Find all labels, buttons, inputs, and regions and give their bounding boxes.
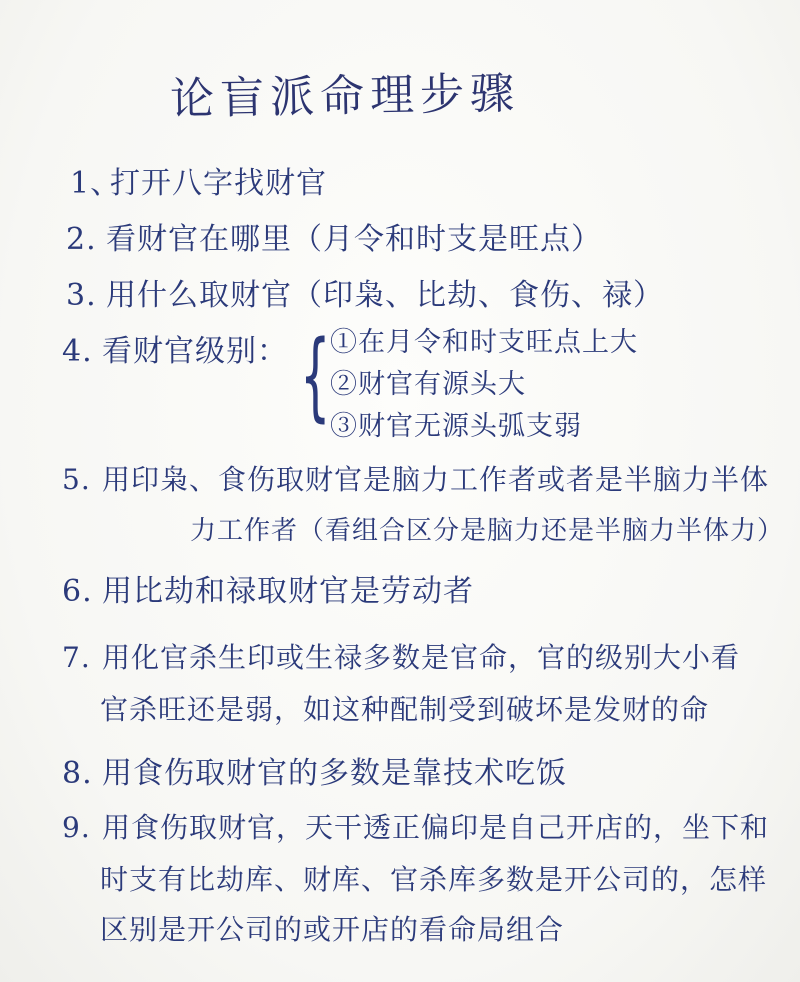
step-7-continued bbox=[100, 688, 709, 728]
step-number: 5. bbox=[62, 463, 91, 496]
step-2 bbox=[66, 214, 602, 258]
step-number: 2. bbox=[66, 222, 97, 257]
brace-symbol: { bbox=[300, 320, 331, 432]
step-5 bbox=[62, 458, 769, 498]
step-text: 官杀旺还是弱，如这种配制受到破坏是发财的命 bbox=[100, 693, 710, 726]
step-4 bbox=[62, 326, 288, 370]
step-text: 力工作者（看组合区分是脑力还是半脑力半体力） bbox=[190, 516, 785, 546]
step-text: 用什么取财官（印枭、比劫、食伤、禄） bbox=[106, 278, 664, 313]
step-8 bbox=[62, 748, 567, 792]
step-number: 7. bbox=[62, 641, 91, 674]
step-9-continued-1 bbox=[100, 858, 767, 898]
step-text: 用化官杀生印或生禄多数是官命，官的级别大小看 bbox=[102, 641, 741, 674]
step-text: 用印枭、食伤取财官是脑力工作者或者是半脑力半体 bbox=[102, 463, 770, 496]
step-1 bbox=[70, 158, 327, 202]
step-text: 时支有比劫库、财库、官杀库多数是开公司的，怎样 bbox=[100, 863, 768, 896]
step-number: 1、 bbox=[70, 166, 122, 201]
step-9 bbox=[62, 806, 769, 846]
page-title: 论盲派命理步骤 bbox=[169, 67, 521, 126]
step-text: 打开八字找财官 bbox=[110, 166, 327, 201]
step-6 bbox=[62, 566, 474, 610]
level-item-3: ③财官无源头弧支弱 bbox=[330, 411, 582, 442]
step-9-continued-2 bbox=[100, 908, 564, 948]
step-number: 3. bbox=[66, 278, 97, 313]
step-number: 6. bbox=[62, 574, 93, 609]
step-number: 8. bbox=[62, 756, 93, 791]
step-number: 9. bbox=[62, 811, 91, 844]
level-item-1: ①在月令和时支旺点上大 bbox=[330, 327, 638, 358]
level-item-2: ②财官有源头大 bbox=[330, 369, 526, 400]
step-text: 看财官在哪里（月令和时支是旺点） bbox=[106, 222, 602, 257]
step-text: 区别是开公司的或开店的看命局组合 bbox=[100, 913, 565, 946]
step-text: 用食伤取财官的多数是靠技术吃饭 bbox=[102, 756, 567, 791]
step-3 bbox=[66, 270, 664, 314]
step-text: 看财官级别： bbox=[102, 334, 288, 369]
step-number: 4. bbox=[62, 334, 93, 369]
step-5-continued bbox=[190, 510, 784, 547]
step-7 bbox=[62, 636, 740, 676]
step-text: 用比劫和禄取财官是劳动者 bbox=[102, 574, 474, 609]
step-text: 用食伤取财官，天干透正偏印是自己开店的，坐下和 bbox=[102, 811, 770, 844]
